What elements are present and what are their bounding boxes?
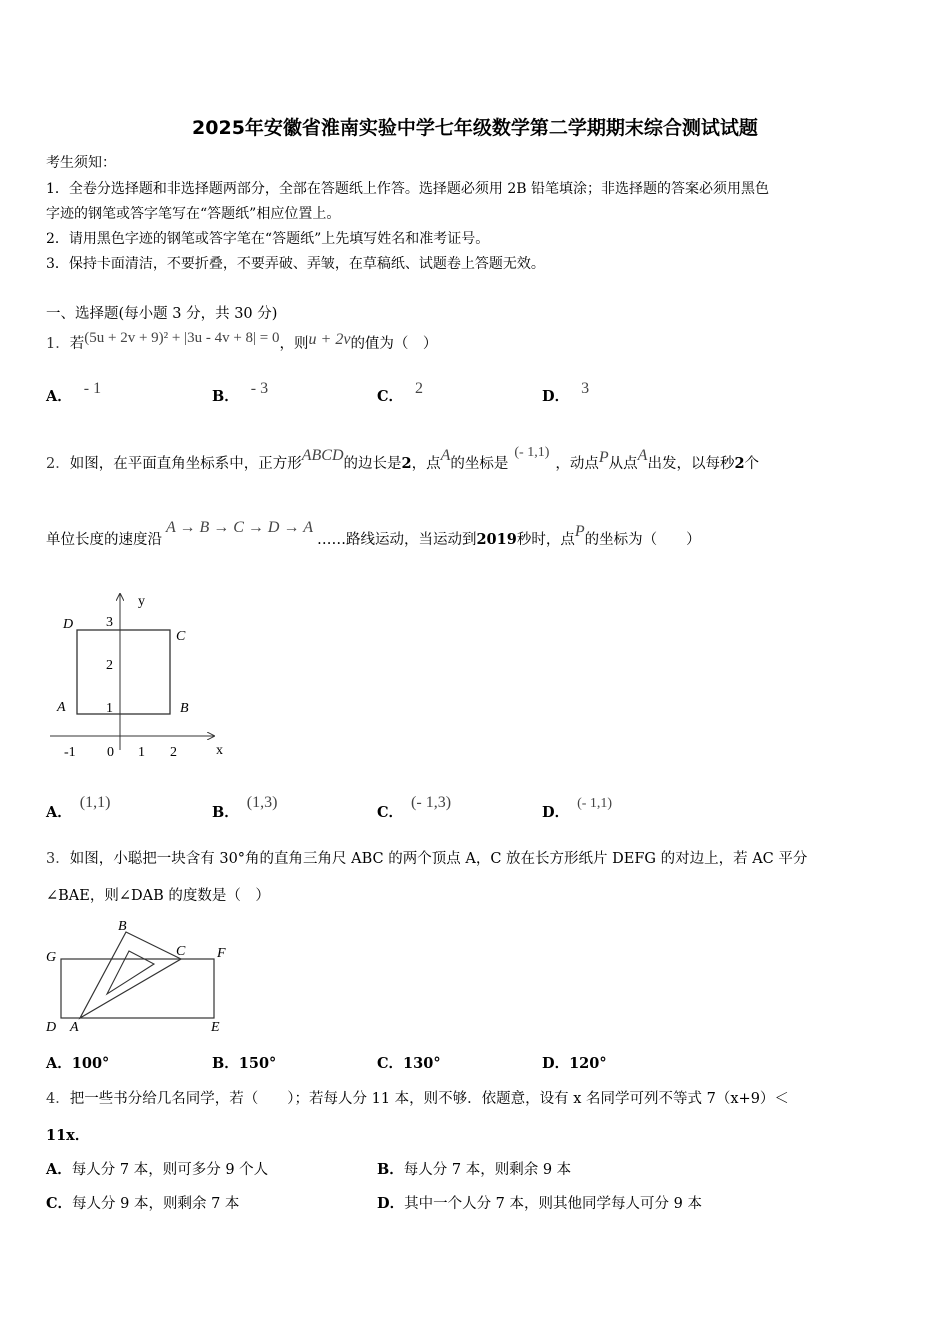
q3-label-b: B <box>118 919 127 934</box>
q4-option-a-label: A． <box>46 1161 72 1178</box>
q2-y-tick-2: 2 <box>106 658 113 673</box>
q3-option-c-label: C． <box>377 1055 404 1072</box>
q1-option-b-value: - 3 <box>250 380 269 397</box>
question-4-line-1 <box>46 1087 789 1108</box>
q2-number: 2． <box>46 456 70 472</box>
q2-label-d: D <box>63 617 74 632</box>
q1-mid: ，则 <box>279 336 309 352</box>
notice-line-1: 1．全卷分选择题和非选择题两部分，全部在答题纸上作答。选择题必须用 2B 铅笔填涂；非选择题的答案必须用黑色 <box>46 181 769 197</box>
q2-text-2: 的边长是 <box>343 456 402 472</box>
q2-text-5: ，动点 <box>555 456 599 472</box>
q2-speed: 2 <box>734 455 745 472</box>
q2-path: A → B → C → D → A <box>166 519 313 536</box>
q1-option-b-label: B． <box>212 388 239 405</box>
q3-option-d[interactable] <box>542 1052 607 1073</box>
q3-triangle-outer <box>80 932 181 1018</box>
q3-label-d: D <box>46 1020 57 1035</box>
q4-option-d[interactable] <box>377 1192 702 1213</box>
q3-option-c[interactable] <box>377 1052 441 1073</box>
q2-coord-a: (- 1,1) <box>514 445 550 460</box>
q1-post: 的值为（ ） <box>350 336 438 352</box>
q2-x-tick-2: 2 <box>170 745 177 760</box>
q2-x-tick-neg1: -1 <box>64 745 76 760</box>
q1-option-b[interactable] <box>212 380 269 406</box>
q3-option-a-value: 100° <box>71 1055 110 1072</box>
q4-option-a[interactable] <box>46 1158 268 1179</box>
q2-point-p2: P <box>574 523 585 540</box>
q2-option-a-value: (1,1) <box>79 794 111 811</box>
q2-point-a2: A <box>637 447 648 464</box>
q2-square: ABCD <box>301 447 344 464</box>
q2-label-a: A <box>57 700 66 715</box>
q1-expression: (5u + 2v + 9)² + |3u - 4v + 8| = 0 <box>84 330 280 346</box>
q3-option-d-label: D． <box>542 1055 570 1072</box>
q3-option-b[interactable] <box>212 1052 276 1073</box>
question-3-line-1 <box>46 847 807 868</box>
q2-y-tick-1: 1 <box>106 701 113 716</box>
q1-option-c-value: 2 <box>415 380 424 397</box>
q2-y-label: y <box>138 594 145 609</box>
q3-label-f: F <box>217 946 226 961</box>
q4-option-c-label: C． <box>46 1195 73 1212</box>
q2-text-6: 从点 <box>608 456 638 472</box>
q2-text-4: 的坐标是 <box>450 456 509 472</box>
q3-option-a[interactable] <box>46 1052 109 1073</box>
q2-line2-b: ……路线运动，当运动到 <box>316 532 477 548</box>
q4-option-b[interactable] <box>377 1158 571 1179</box>
q1-option-c[interactable] <box>377 380 424 406</box>
q4-option-b-value: 每人分 7 本，则剩余 9 本 <box>403 1162 572 1178</box>
q2-coordinate-figure <box>44 588 234 763</box>
q2-x-tick-0: 0 <box>107 745 114 760</box>
question-3-line-2: ∠BAE，则∠DAB 的度数是（ ） <box>46 888 270 904</box>
q2-option-d[interactable] <box>542 796 613 822</box>
q1-target: u + 2v <box>308 331 351 348</box>
notice-line-3: 3．保持卡面清洁，不要折叠，不要弄破、弄皱，在草稿纸、试题卷上答题无效。 <box>46 256 545 272</box>
q2-text-1: 如图，在平面直角坐标系中，正方形 <box>69 456 302 472</box>
q2-option-c[interactable] <box>377 794 452 822</box>
q2-option-a[interactable] <box>46 794 111 822</box>
q2-x-label: x <box>216 743 223 758</box>
q2-square-abcd <box>77 630 170 714</box>
q1-option-a-value: - 1 <box>83 380 102 397</box>
q3-option-a-label: A． <box>46 1055 72 1072</box>
q2-seconds: 2019 <box>476 531 517 548</box>
q1-option-d[interactable] <box>542 380 590 406</box>
q2-option-b-value: (1,3) <box>246 794 278 811</box>
q2-option-b[interactable] <box>212 794 278 822</box>
q2-y-tick-3: 3 <box>106 615 113 630</box>
q1-pre: 若 <box>69 336 85 352</box>
q2-text-7c: 个 <box>744 456 760 472</box>
q2-option-b-label: B． <box>212 804 239 821</box>
notice-heading: 考生须知： <box>46 155 116 171</box>
q3-label-e: E <box>211 1020 220 1035</box>
question-2-line-2 <box>46 519 701 549</box>
q1-option-a-label: A． <box>46 388 72 405</box>
q2-line2-d: 的坐标为（ ） <box>584 532 701 548</box>
q1-number: 1． <box>46 336 70 352</box>
q4-option-d-label: D． <box>377 1195 405 1212</box>
q2-text-3: ，点 <box>411 456 441 472</box>
q2-point-p: P <box>598 449 609 466</box>
section-heading: 一、选择题(每小题 3 分，共 30 分) <box>46 306 278 322</box>
q4-option-c[interactable] <box>46 1192 239 1213</box>
notice-line-2: 2．请用黑色字迹的钢笔或答字笔在“答题纸”上先填写姓名和准考证号。 <box>46 231 490 247</box>
q3-text-1: 如图，小聪把一块含有 30°角的直角三角尺 ABC 的两个顶点 A，C 放在长方形纸片 DEFG 的对边上，若 AC 平分 <box>69 851 808 867</box>
q3-triangle-figure <box>44 915 239 1037</box>
q3-option-d-value: 120° <box>569 1055 607 1072</box>
q2-label-c: C <box>176 629 186 644</box>
q2-label-b: B <box>180 701 189 716</box>
q2-x-tick-1: 1 <box>138 745 145 760</box>
q3-option-c-value: 130° <box>403 1055 441 1072</box>
q2-text-7: 出发，以每秒 <box>647 456 735 472</box>
q2-option-c-label: C． <box>377 804 404 821</box>
q2-point-a: A <box>440 447 451 464</box>
q3-label-c: C <box>176 944 186 959</box>
q2-line2-a: 单位长度的速度沿 <box>46 532 162 548</box>
page-title: 2025年安徽省淮南实验中学七年级数学第二学期期末综合测试试题 <box>192 117 758 139</box>
q3-option-b-label: B． <box>212 1055 239 1072</box>
q3-label-g: G <box>46 950 57 965</box>
q2-option-a-label: A． <box>46 804 72 821</box>
q3-rectangle-defg <box>61 959 214 1018</box>
question-2-line-1 <box>46 445 760 473</box>
q1-option-d-value: 3 <box>581 380 590 397</box>
q4-option-b-label: B． <box>377 1161 404 1178</box>
q1-option-c-label: C． <box>377 388 404 405</box>
q2-side: 2 <box>401 455 412 472</box>
q3-triangle-inner <box>107 951 154 994</box>
q1-option-d-label: D． <box>542 388 570 405</box>
q1-option-a[interactable] <box>46 380 102 406</box>
q4-text-1: 把一些书分给几名同学，若（ ）；若每人分 11 本，则不够．依题意，设有 x 名同学可列不等式 7（x+9）＜ <box>69 1091 789 1107</box>
q3-number: 3． <box>46 851 70 867</box>
q4-option-c-value: 每人分 9 本，则剩余 7 本 <box>72 1196 240 1212</box>
q3-label-a: A <box>70 1020 79 1035</box>
q2-option-d-label: D． <box>542 804 570 821</box>
q4-number: 4． <box>46 1091 70 1107</box>
q4-option-d-value: 其中一个人分 7 本，则其他同学每人可分 9 本 <box>404 1196 702 1212</box>
q2-option-d-value: (- 1,1) <box>577 796 613 811</box>
question-1 <box>46 332 437 353</box>
q3-option-b-value: 150° <box>238 1055 277 1072</box>
question-4-line-2: 11x． <box>46 1127 90 1144</box>
q2-line2-c: 秒时，点 <box>516 532 575 548</box>
q4-option-a-value: 每人分 7 本，则可多分 9 个人 <box>71 1162 269 1178</box>
notice-line-1b: 字迹的钢笔或答字笔写在“答题纸”相应位置上。 <box>46 206 341 222</box>
q2-option-c-value: (- 1,3) <box>411 794 452 811</box>
